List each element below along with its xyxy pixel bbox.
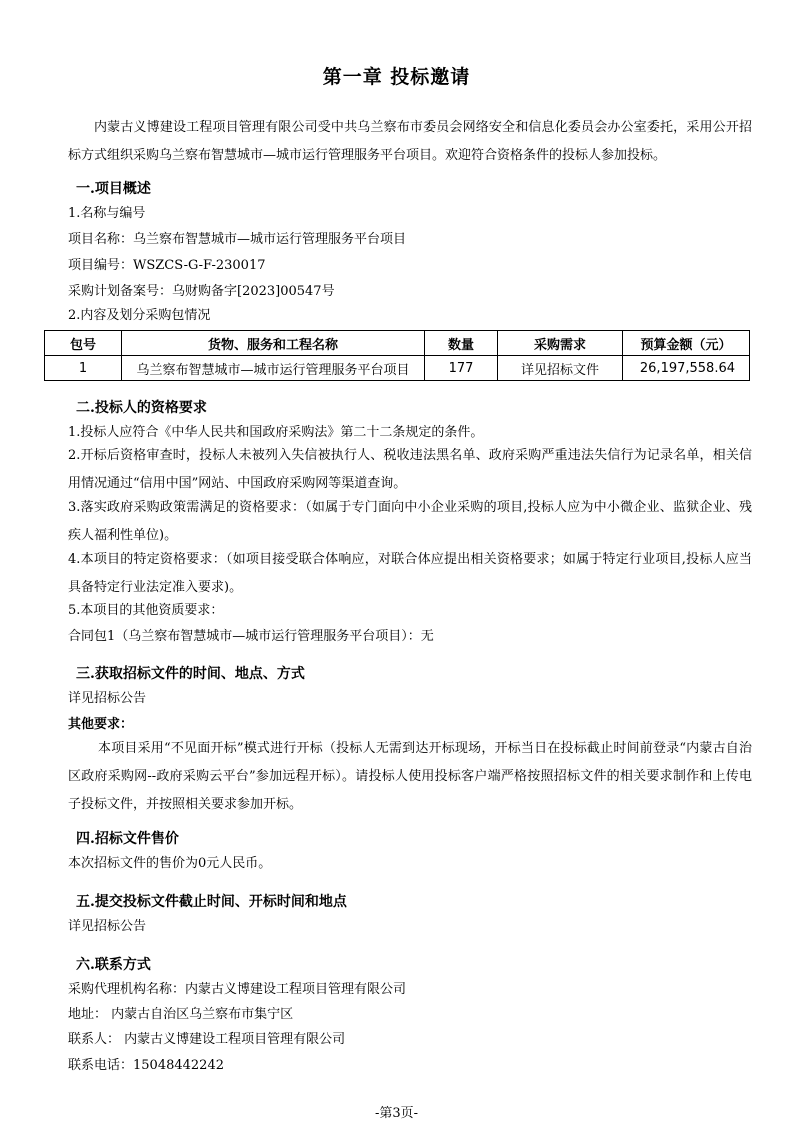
agency-name: 采购代理机构名称：内蒙古义博建设工程项目管理有限公司 [68, 982, 407, 997]
agency-address: 地址： 内蒙古自治区乌兰察布市集宁区 [68, 1007, 294, 1022]
lot-division-label: 2.内容及划分采购包情况 [68, 308, 211, 323]
project-name: 项目名称：乌兰察布智慧城市—城市运行管理服务平台项目 [68, 232, 407, 247]
cell-item-name: 乌兰察布智慧城市—城市运行管理服务平台项目 [122, 356, 425, 381]
table-row [45, 356, 750, 381]
contact-person: 联系人： 内蒙古义博建设工程项目管理有限公司 [68, 1032, 346, 1047]
col-quantity: 数量 [425, 331, 498, 356]
obtain-docs-detail: 详见招标公告 [68, 691, 147, 706]
other-requirements-label: 其他要求： [68, 717, 134, 732]
section-5-heading: 五.提交投标文件截止时间、开标时间和地点 [76, 894, 347, 910]
qualification-item-3: 3.落实政府采购政策需满足的资格要求：（如属于专门面向中小企业采购的项目,投标人应为中小微企业、监狱企业、残疾人福利性单位)。 [68, 500, 752, 543]
intro-paragraph: 内蒙古义博建设工程项目管理有限公司受中共乌兰察布市委员会网络安全和信息化委员会办公室委托，采用公开招标方式组织采购乌兰察布智慧城市—城市运行管理服务平台项目。欢迎符合资格条件的投标人参加投标。 [68, 120, 752, 163]
table-header-row [45, 331, 750, 356]
name-and-number-label: 1.名称与编号 [68, 206, 146, 221]
section-4-heading: 四.招标文件售价 [76, 831, 179, 847]
project-number: 项目编号：WSZCS-G-F-230017 [68, 258, 266, 273]
contract-lot-1-requirement: 合同包1（乌兰察布智慧城市—城市运行管理服务平台项目）：无 [68, 629, 434, 644]
section-6-heading: 六.联系方式 [76, 957, 151, 973]
qualification-item-5: 5.本项目的其他资质要求： [68, 603, 224, 618]
chapter-title: 第一章 投标邀请 [322, 66, 471, 88]
col-item-name: 货物、服务和工程名称 [122, 331, 425, 356]
qualification-item-2: 2.开标后资格审查时，投标人未被列入失信被执行人、税收违法黑名单、政府采购严重违法失信行为记录名单，相关信用情况通过“信用中国”网站、中国政府采购网等渠道查询。 [68, 448, 752, 491]
cell-budget: 26,197,558.64 [623, 356, 750, 381]
col-requirement: 采购需求 [498, 331, 623, 356]
section-3-heading: 三.获取招标文件的时间、地点、方式 [76, 666, 305, 682]
cell-lot-no: 1 [45, 356, 122, 381]
section-1-heading: 一.项目概述 [76, 181, 151, 197]
document-price: 本次招标文件的售价为0元人民币。 [68, 856, 272, 871]
procurement-plan-number: 采购计划备案号：乌财购备字[2023]00547号 [68, 284, 335, 299]
col-lot-no: 包号 [45, 331, 122, 356]
col-budget: 预算金额（元） [623, 331, 750, 356]
lot-table [44, 330, 750, 381]
page-number: -第3页- [374, 1106, 419, 1121]
cell-requirement: 详见招标文件 [498, 356, 623, 381]
other-requirements-text: 本项目采用“不见面开标”模式进行开标（投标人无需到达开标现场，开标当日在投标截止时间前登录“内蒙古自治区政府采购网--政府采购云平台”参加远程开标）。请投标人使用投标客户端严格按照招标文件的相关要求制作和上传电子投标文件，并按照相关要求参加开标。 [68, 741, 752, 812]
qualification-item-1: 1.投标人应符合《中华人民共和国政府采购法》第二十二条规定的条件。 [68, 425, 484, 440]
section-2-heading: 二.投标人的资格要求 [76, 400, 207, 416]
contact-phone: 联系电话：15048442242 [68, 1058, 224, 1073]
cell-quantity: 177 [425, 356, 498, 381]
deadline-detail: 详见招标公告 [68, 919, 147, 934]
qualification-item-4: 4.本项目的特定资格要求：（如项目接受联合体响应，对联合体应提出相关资格要求；如属于特定行业项目,投标人应当具备特定行业法定准入要求)。 [68, 552, 752, 595]
